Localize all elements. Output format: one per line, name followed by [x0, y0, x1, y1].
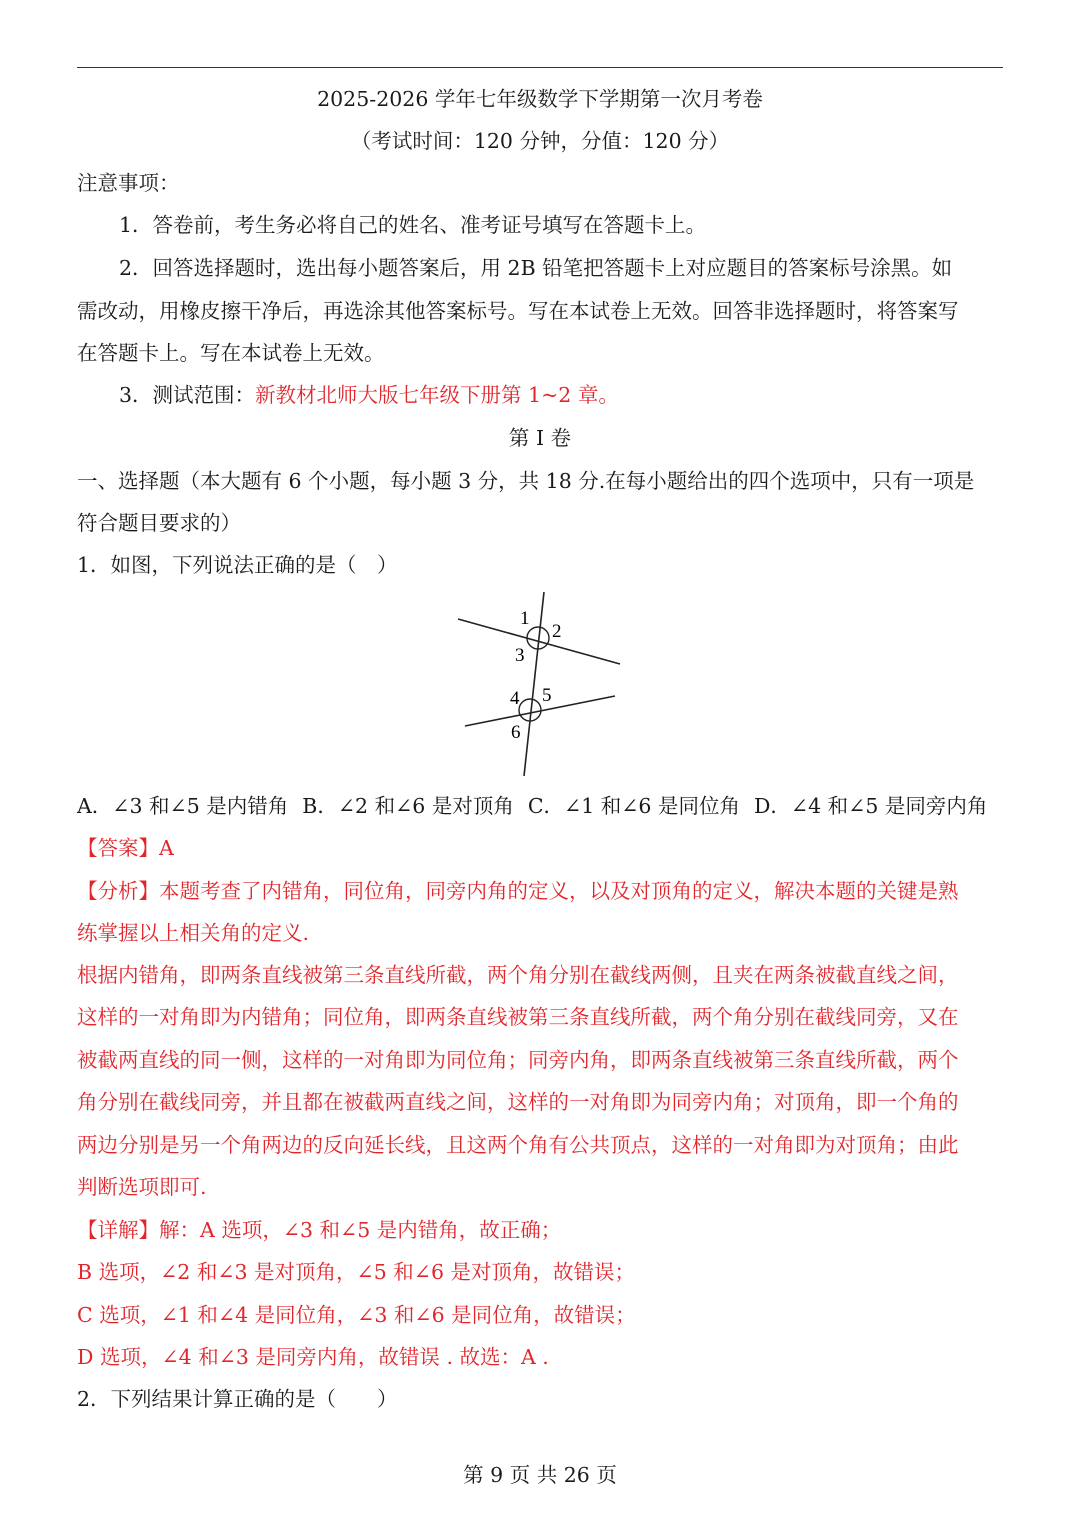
analysis-line-3: 根据内错角，即两条直线被第三条直线所截，两个角分别在截线两侧，且夹在两条被截直线之间，	[77, 963, 959, 987]
label-6: 6	[511, 722, 521, 743]
exam-title: 2025-2026 学年七年级数学下学期第一次月考卷	[317, 87, 763, 111]
option-a: A．∠3 和∠5 是内错角	[77, 794, 289, 818]
detail-line-1: 【详解】解：A 选项，∠3 和∠5 是内错角，故正确；	[77, 1218, 562, 1242]
volume-heading: 第 I 卷	[508, 426, 572, 450]
detail-line-2: B 选项，∠2 和∠3 是对顶角，∠5 和∠6 是对顶角，故错误；	[77, 1260, 636, 1284]
label-2: 2	[552, 621, 562, 642]
option-d: D．∠4 和∠5 是同旁内角	[754, 794, 988, 818]
line-lower	[465, 696, 615, 726]
section-title-cont: 符合题目要求的）	[77, 511, 241, 535]
analysis-line-7: 两边分别是另一个角两边的反向延长线，且这两个角有公共顶点，这样的一对角即为对顶角；由此	[77, 1133, 959, 1157]
notice-3-prefix: 3．测试范围：	[119, 383, 256, 407]
analysis-line-1: 【分析】本题考查了内错角，同位角，同旁内角的定义，以及对顶角的定义，解决本题的关键是熟	[77, 879, 959, 903]
label-4: 4	[510, 688, 520, 709]
question-1-options	[77, 791, 1007, 821]
analysis-line-8: 判断选项即可.	[77, 1175, 207, 1199]
label-3: 3	[515, 645, 525, 666]
section-title: 一、选择题（本大题有 6 个小题，每小题 3 分，共 18 分.在每小题给出的四个选项中，只有一项是	[77, 469, 975, 493]
notice-2-cont: 需改动，用橡皮擦干净后，再选涂其他答案标号。写在本试卷上无效。回答非选择题时，将答案写	[77, 299, 959, 323]
notice-2: 2．回答选择题时，选出每小题答案后，用 2B 铅笔把答题卡上对应题目的答案标号涂黑。如	[119, 256, 953, 280]
question-2-stem: 2．下列结果计算正确的是（ ）	[77, 1387, 398, 1411]
analysis-line-2: 练掌握以上相关角的定义.	[77, 921, 310, 945]
angle-figure	[450, 585, 630, 785]
notice-1: 1．答卷前，考生务必将自己的姓名、准考证号填写在答题卡上。	[119, 213, 707, 237]
label-5: 5	[542, 685, 552, 706]
option-c: C．∠1 和∠6 是同位角	[527, 794, 740, 818]
detail-line-3: C 选项，∠1 和∠4 是同位角，∠3 和∠6 是同位角，故错误；	[77, 1303, 636, 1327]
notice-heading: 注意事项：	[77, 171, 180, 195]
answer: 【答案】A	[77, 836, 174, 860]
notice-3	[119, 380, 1049, 410]
analysis-line-4: 这样的一对角即为内错角；同位角，即两条直线被第三条直线所截，两个角分别在截线同旁，又在	[77, 1005, 959, 1029]
header-rule	[77, 67, 1003, 68]
option-b: B．∠2 和∠6 是对顶角	[302, 794, 514, 818]
detail-line-4: D 选项，∠4 和∠3 是同旁内角，故错误 . 故选：A .	[77, 1345, 549, 1369]
analysis-line-6: 角分别在截线同旁，并且都在被截两直线之间，这样的一对角即为同旁内角；对顶角，即一个角的	[77, 1090, 959, 1114]
analysis-line-5: 被截两直线的同一侧，这样的一对角即为同位角；同旁内角，即两条直线被第三条直线所截，两个	[77, 1048, 959, 1072]
notice-2-cont2: 在答题卡上。写在本试卷上无效。	[77, 341, 385, 365]
question-1-stem: 1．如图，下列说法正确的是（ ）	[77, 553, 398, 577]
page-footer: 第 9 页 共 26 页	[463, 1463, 617, 1487]
exam-subtitle: （考试时间：120 分钟，分值：120 分）	[350, 129, 730, 153]
notice-3-scope: 新教材北师大版七年级下册第 1~2 章。	[255, 383, 619, 407]
label-1: 1	[520, 608, 530, 629]
